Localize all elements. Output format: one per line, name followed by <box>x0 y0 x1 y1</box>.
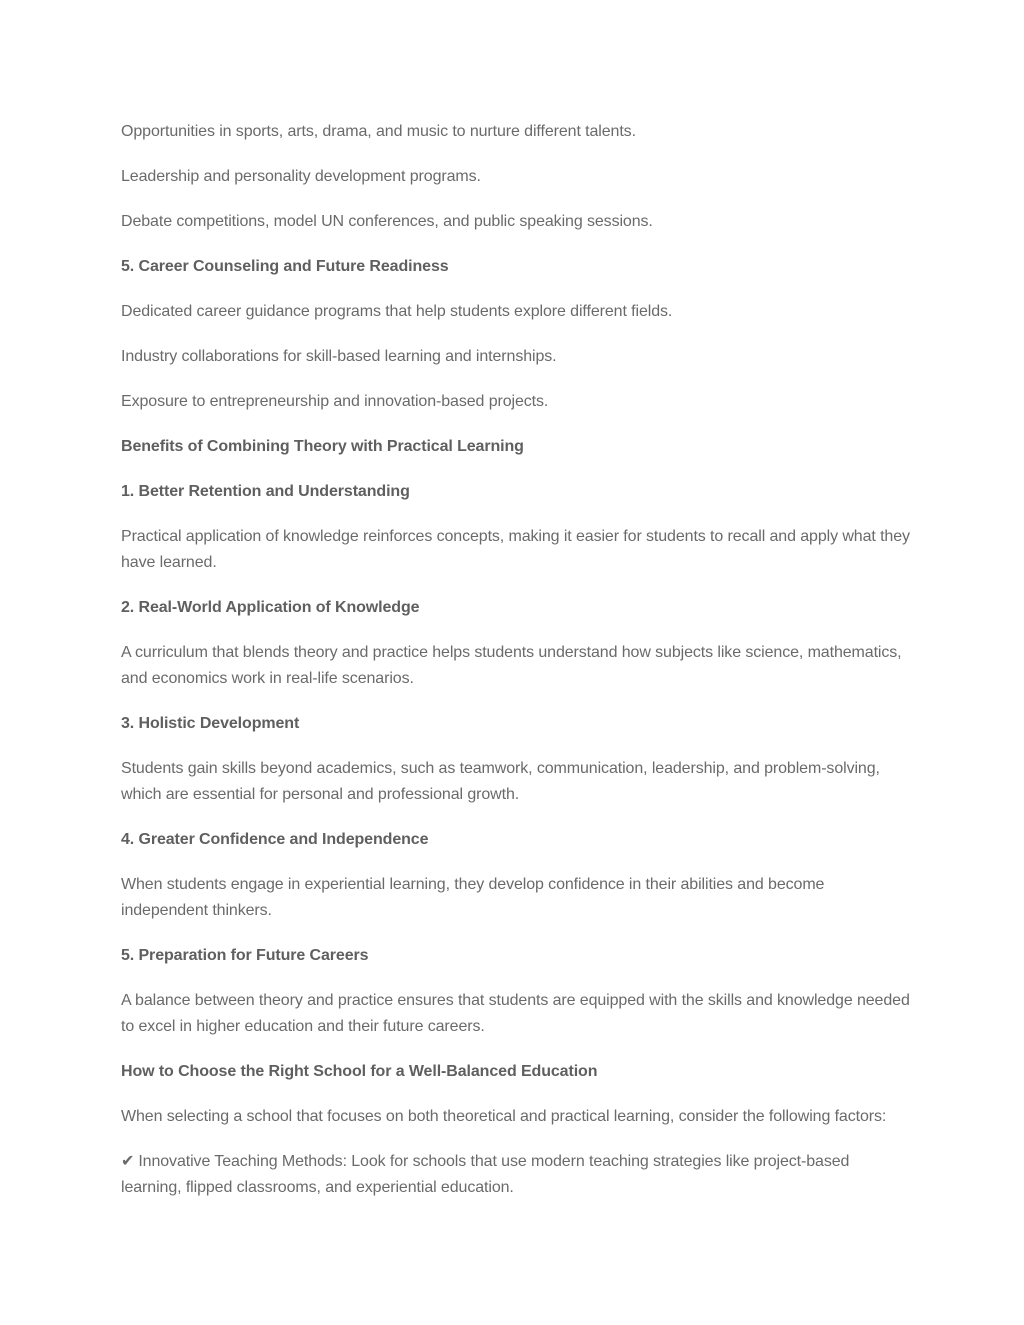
checklist-item-text: Innovative Teaching Methods: Look for schools that use modern teaching strategies like project-based learning, flipped classrooms, and experiential education. <box>121 1153 850 1196</box>
body-paragraph: When selecting a school that focuses on both theoretical and practical learning, consider the following factors: <box>121 1108 887 1125</box>
body-paragraph: Debate competitions, model UN conferences, and public speaking sessions. <box>121 213 653 230</box>
body-paragraph: A curriculum that blends theory and practice helps students understand how subjects like science, mathematics, and economics work in real-life scenarios. <box>121 644 902 687</box>
section-heading: How to Choose the Right School for a Well-Balanced Education <box>121 1063 598 1080</box>
body-paragraph: Dedicated career guidance programs that help students explore different fields. <box>121 303 673 320</box>
body-paragraph: Students gain skills beyond academics, such as teamwork, communication, leadership, and problem-solving, which are essential for personal and professional growth. <box>121 760 880 803</box>
body-paragraph: Opportunities in sports, arts, drama, and music to nurture different talents. <box>121 123 636 140</box>
body-paragraph: Practical application of knowledge reinforces concepts, making it easier for students to recall and apply what they have learned. <box>121 528 910 571</box>
section-heading: 5. Career Counseling and Future Readiness <box>121 258 449 275</box>
document-page <box>121 119 911 1220</box>
section-heading: 5. Preparation for Future Careers <box>121 947 369 964</box>
body-paragraph: Industry collaborations for skill-based learning and internships. <box>121 348 557 365</box>
section-heading: 1. Better Retention and Understanding <box>121 483 410 500</box>
checkmark-icon: ✔ <box>121 1153 135 1170</box>
section-heading: 2. Real-World Application of Knowledge <box>121 599 420 616</box>
body-paragraph: Exposure to entrepreneurship and innovation-based projects. <box>121 393 549 410</box>
section-heading: Benefits of Combining Theory with Practical Learning <box>121 438 524 455</box>
checklist-item <box>121 1149 911 1201</box>
body-paragraph: A balance between theory and practice ensures that students are equipped with the skills and knowledge needed to excel in higher education and their future careers. <box>121 992 910 1035</box>
body-paragraph: When students engage in experiential learning, they develop confidence in their abilities and become independent thinkers. <box>121 876 825 919</box>
section-heading: 3. Holistic Development <box>121 715 300 732</box>
section-heading: 4. Greater Confidence and Independence <box>121 831 429 848</box>
body-paragraph: Leadership and personality development programs. <box>121 168 481 185</box>
